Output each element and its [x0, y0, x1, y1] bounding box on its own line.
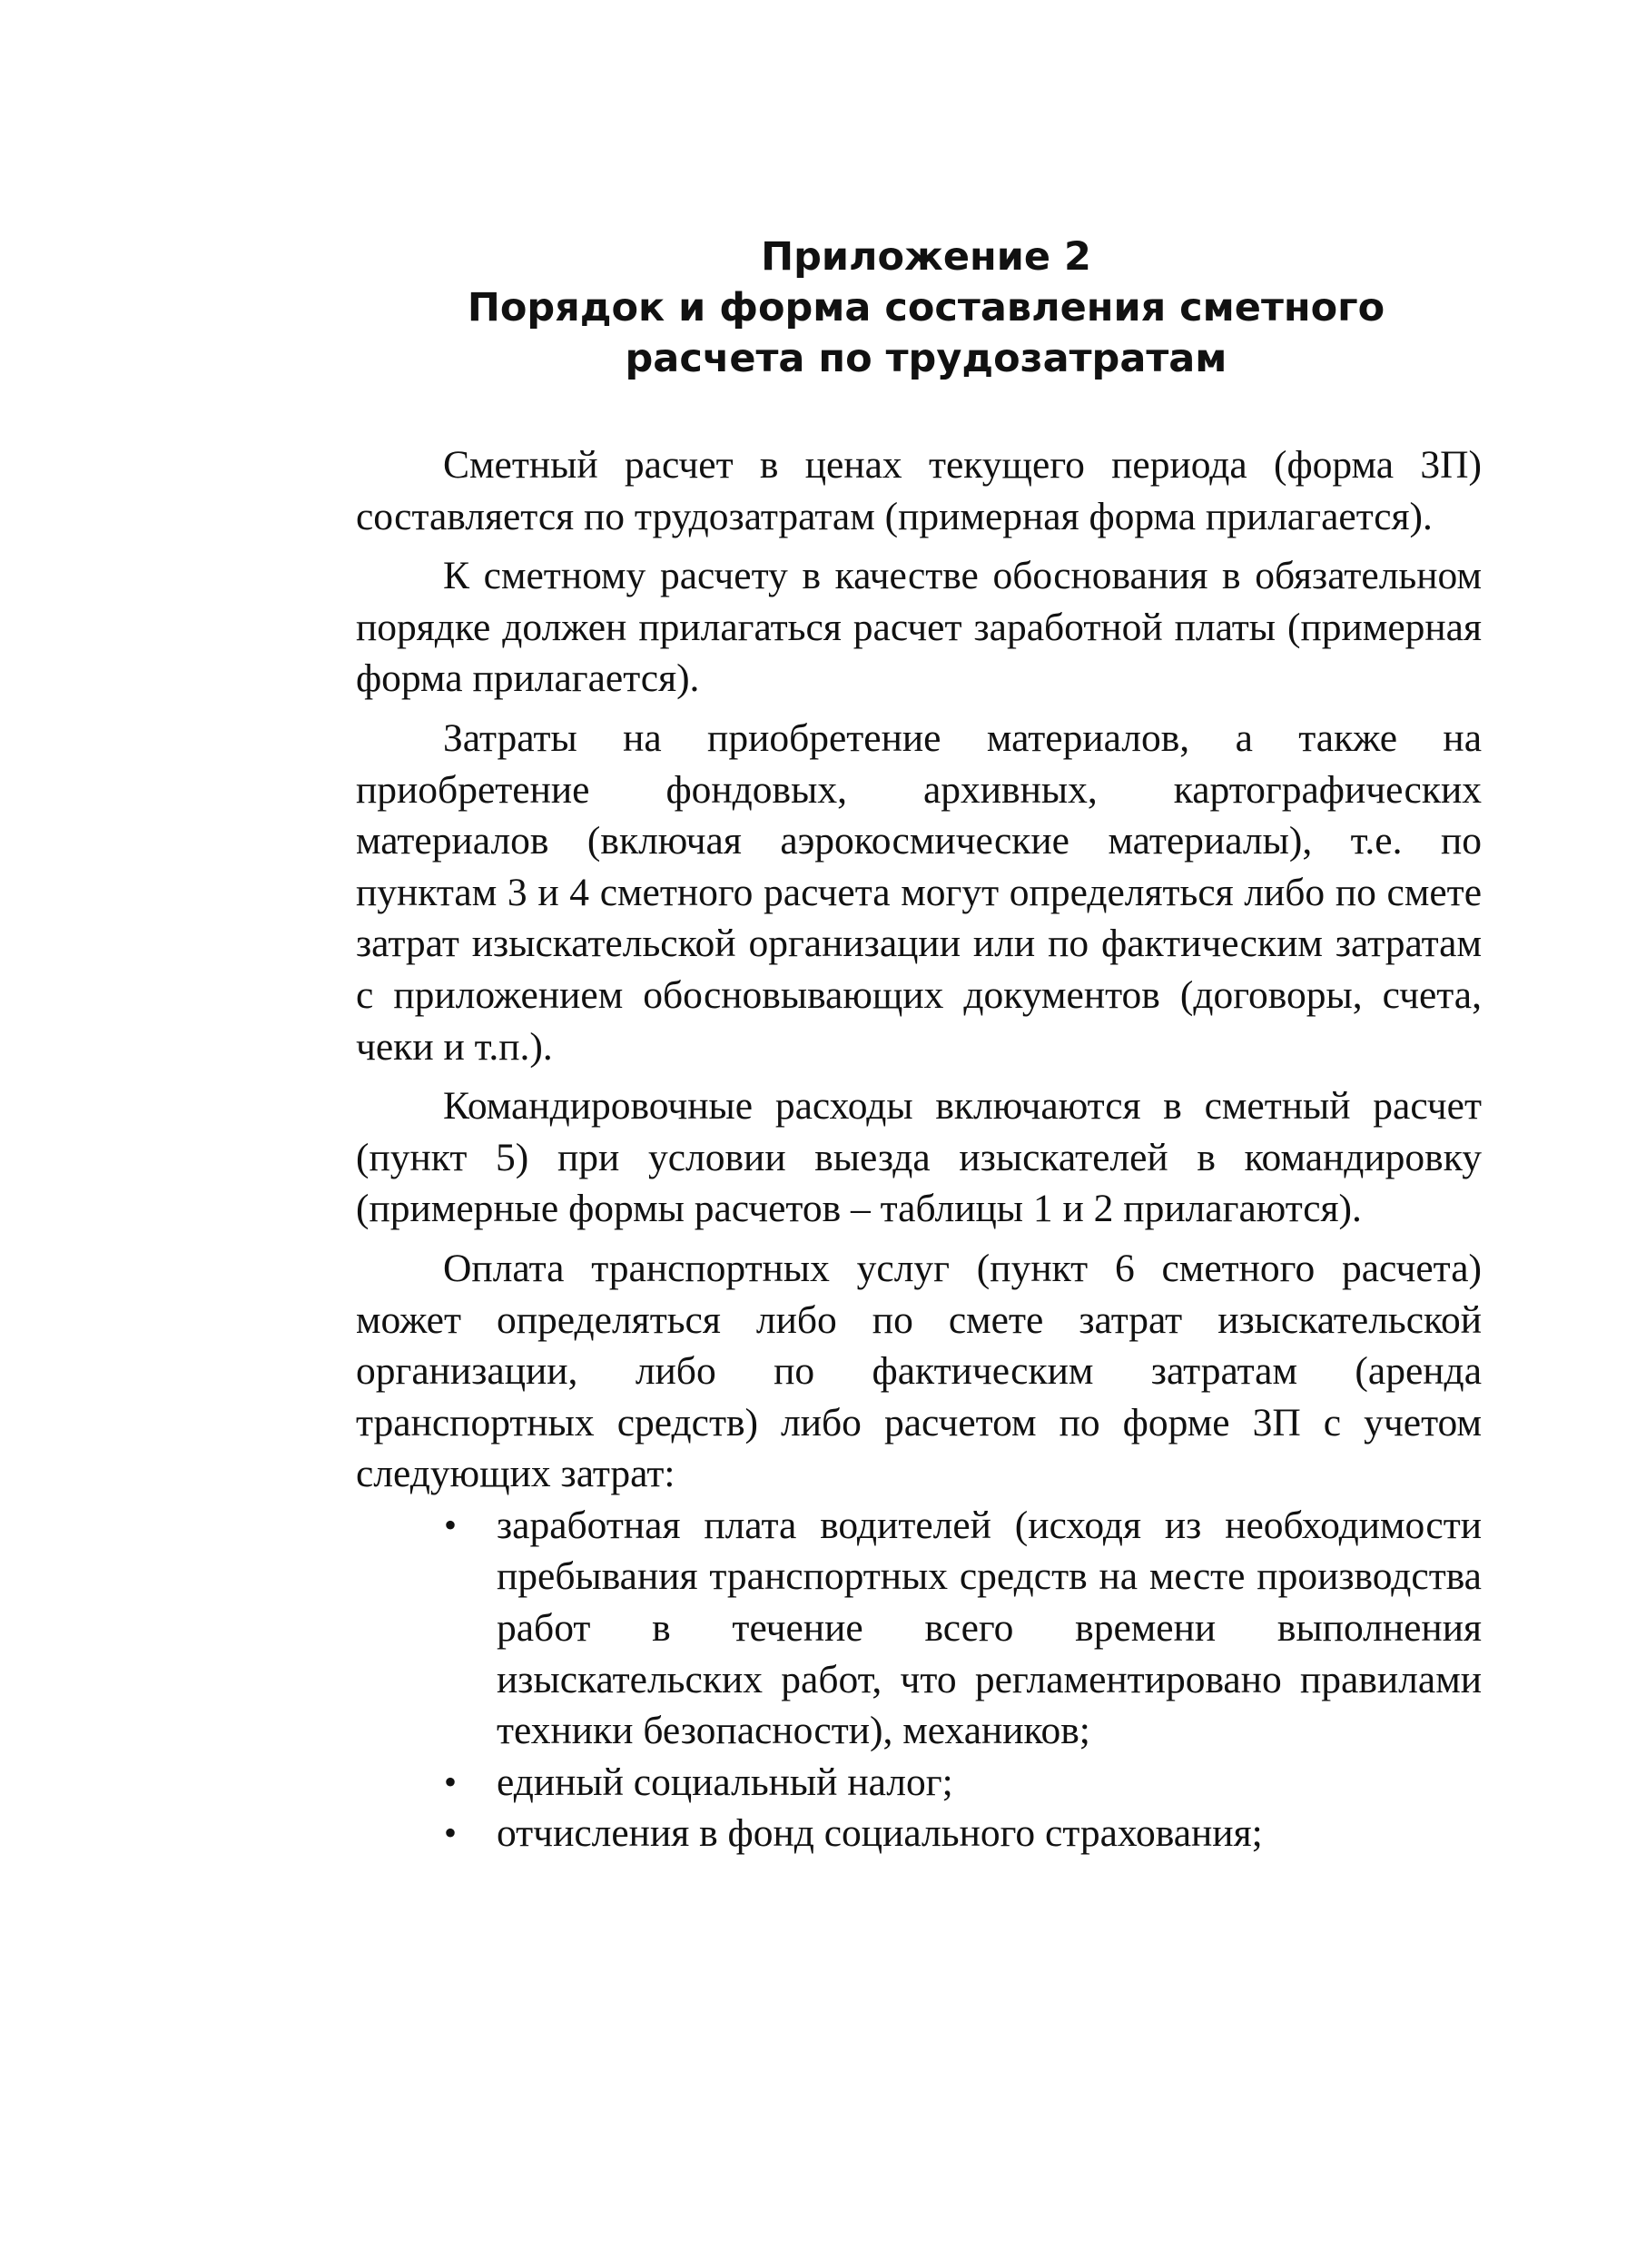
appendix-subtitle-line-1: Порядок и форма составления сметного: [467, 285, 1385, 330]
appendix-heading: [363, 232, 1489, 384]
paragraph-estimate-form: Сметный расчет в ценах текущего периода (форма 3П) составляется по трудозатратам (примерная форма прилагается).: [356, 443, 1482, 538]
paragraph-salary-calculation: К сметному расчету в качестве обоснования в обязательном порядке должен прилагаться расчет заработной платы (примерная форма прилагается).: [356, 554, 1482, 701]
document-body: [356, 439, 1482, 1859]
bullet-icon: •: [444, 1760, 458, 1802]
paragraph-travel-expenses: Командировочные расходы включаются в сметный расчет (пункт 5) при условии выезда изыскателей в командировку (примерные формы расчетов – таблицы 1 и 2 прилагаются).: [356, 1084, 1482, 1231]
list-item: [444, 1500, 1482, 1757]
transport-cost-list: [356, 1500, 1482, 1859]
paragraph-material-costs: Затраты на приобретение материалов, а также на приобретение фондовых, архивных, картографических материалов (включая аэрокосмические материалы), т.е. по пунктам 3 и 4 сметного расчета могут определяться либо по смете затрат изыскательской организации или по фактическим затратам с приложением обосновывающих документов (договоры, счета, чеки и т.п.).: [356, 715, 1482, 1069]
list-item-text: отчисления в фонд социального страхования;: [497, 1811, 1263, 1856]
bullet-icon: •: [444, 1812, 458, 1854]
list-item: [444, 1757, 1482, 1809]
bullet-icon: •: [444, 1504, 458, 1545]
list-item-text: единый социальный налог;: [497, 1760, 953, 1804]
paragraph-transport-services: Оплата транспортных услуг (пункт 6 сметного расчета) может определяться либо по смете затрат изыскательской организации, либо по фактическим затратам (аренда транспортных средств) либо расчетом по форме 3П с учетом следующих затрат:: [356, 1246, 1482, 1496]
list-item: [444, 1808, 1482, 1859]
list-item-text: заработная плата водителей (исходя из необходимости пребывания транспортных средств на месте производства работ в течение всего времени выполнения изыскательских работ, что регламентировано правилами техники безопасности), механиков;: [497, 1503, 1482, 1753]
appendix-title: Приложение 2: [761, 234, 1091, 280]
appendix-subtitle-line-2: расчета по трудозатратам: [625, 336, 1227, 381]
